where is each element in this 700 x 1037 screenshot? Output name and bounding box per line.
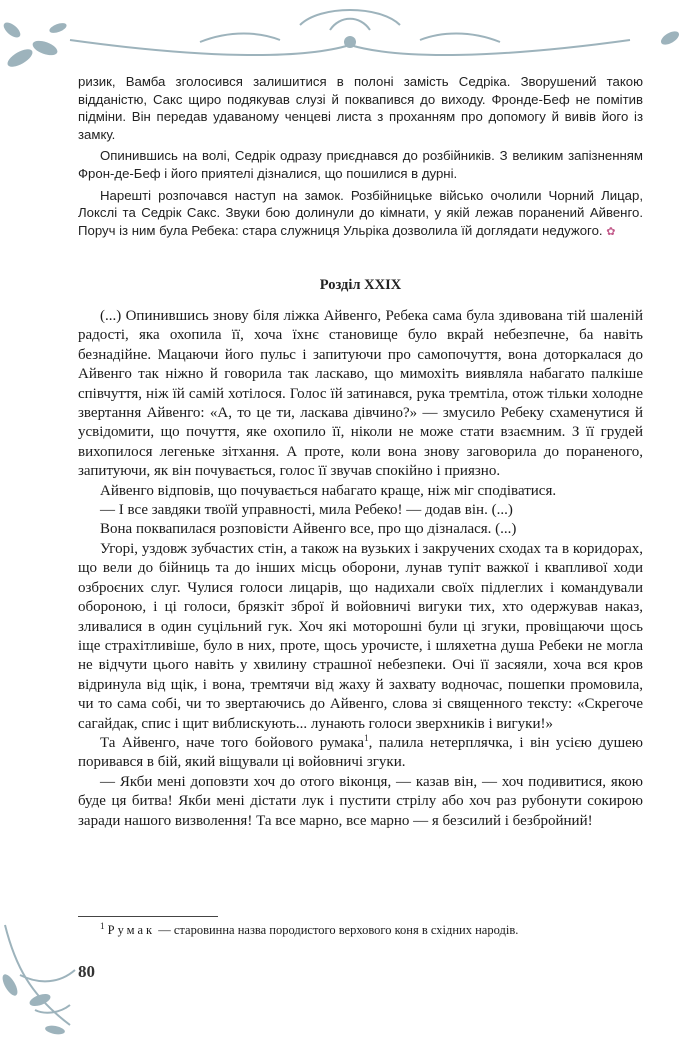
footnote-term: Румак — [107, 923, 156, 937]
footnote — [78, 922, 643, 939]
footnote-text: — старовинна назва породистого верхового коня в східних народів. — [155, 923, 519, 937]
paragraph-text: , палила нетерплячка, і він усією душею поривався в бій, який віщували ці войовничі згуки. — [78, 734, 643, 771]
summary-paragraph: Опинившись на волі, Седрік одразу приєднався до розбійників. З великим запізненням Фрон-де-Беф і його приятелі дізналися, що пошилися в дурні. — [78, 148, 643, 181]
chapter-paragraph: Угорі, уздовж зубчастих стін, а також на вузьких і закручених сходах та в коридорах, що вели до бійниць та до інших місць оборони, лунав тупіт важкої і квапливої ходи озброєних слуг. Чулися голоси лицарів, що надихали своїх підлеглих і командували обороною, і ці голоси, брязкіт зброї й войовничі вигуки тих, хто одержував наказ, зливалися в один суцільний гук. Хоч які моторошні були ці згуки, провіщаючи щось іще страхітливіше, було в них, проте, щось урочисте, і шляхетна душа Ребеки не могла не відчути цього навіть у хвилину страшної небезпеки. Очі її засяяли, хоча вся кров відринула від щік, і вона, тремтячи від жаху й захвату водночас, пошепки промовила, чи то сама собі, чи то звертаючись до Айвенго, слова зі священного тексту: «Скрегоче сагайдак, спис і щит виблискують... лунають голоси зверхників і вигуки!» — [78, 540, 643, 732]
previous-chapter-summary — [78, 73, 643, 241]
chapter-paragraph — [78, 734, 643, 773]
decorative-corner-ornament — [0, 915, 140, 1037]
chapter-paragraph: Вона поквапилася розповісти Айвенго все, про що дізналася. (...) — [100, 521, 517, 538]
summary-paragraph: ризик, Вамба зголосився залишитися в полоні замість Седріка. Зворушений такою відданістю, Сакс щиро подякував слузі й поквапився до виходу. Фронде-Беф не помітив підміни. Він передав удаваному ченцеві листа з проханням про допомогу й вивів його із замку. — [78, 74, 643, 142]
chapter-text — [78, 307, 643, 831]
page-number: 80 — [78, 962, 95, 981]
chapter-paragraph: — І все завдяки твоїй управності, мила Ребеко! — додав він. (...) — [100, 502, 513, 519]
summary-text: Нарешті розпочався наступ на замок. Розбійницьке військо очолили Чорний Лицар, Локслі та Седрік Сакс. Звуки бою долинули до кімнати, у якій лежав поранений Айвенго. Поруч із ним була Ребека: стара служниця Ульріка дозволила їй доглядати недужого. — [78, 187, 643, 238]
flower-end-mark-icon: ✿ — [606, 225, 616, 238]
summary-paragraph — [78, 187, 643, 242]
chapter-paragraph: — Якби мені доповзти хоч до отого віконця, — казав він, — хоч подивитися, якою буде ця битва! Якби мені дістати лук і пустити стрілу або хоч раз рубонути сокирою заради нашого визволення! Та все марно, все марно — я безсилий і безбройний! — [78, 773, 643, 829]
chapter-paragraph: (...) Опинившись знову біля ліжка Айвенго, Ребека сама була здивована тій шаленій радості, яка охопила її, хоча їхнє становище було вкрай небезпечне, ба навіть безнадійне. Мацаючи його пульс і запитуючи про самопочуття, вона доторкалася до Айвенго так ніжно й говорила так ласкаво, що мимохіть виявляла набагато палкіше співчуття, ніж їй самій хотілося. Голос їй затинався, рука тремтіла, отож тільки холодне звертання Айвенго: «А, то це ти, ласкава дівчино?» — змусило Ребеку схаменутися й усвідомити, що почуття, яке охопило її, ніколи не може стати взаємним. З її грудей вихопилося легеньке зітхання. А проте, коли вона знову заговорила до пораненого, запитуючи, як він почувається, голос її звучав спокійно і приязно. — [78, 308, 643, 480]
chapter-paragraph: Айвенго відповів, що почувається набагато краще, ніж міг сподіватися. — [100, 482, 557, 499]
chapter-heading: Розділ XXIX — [319, 277, 402, 293]
footnote-ref[interactable]: 1 — [364, 732, 369, 743]
paragraph-text: Та Айвенго, наче того бойового румака — [100, 734, 365, 751]
decorative-header-ornament — [0, 0, 700, 80]
footnote-number: 1 — [100, 920, 105, 931]
